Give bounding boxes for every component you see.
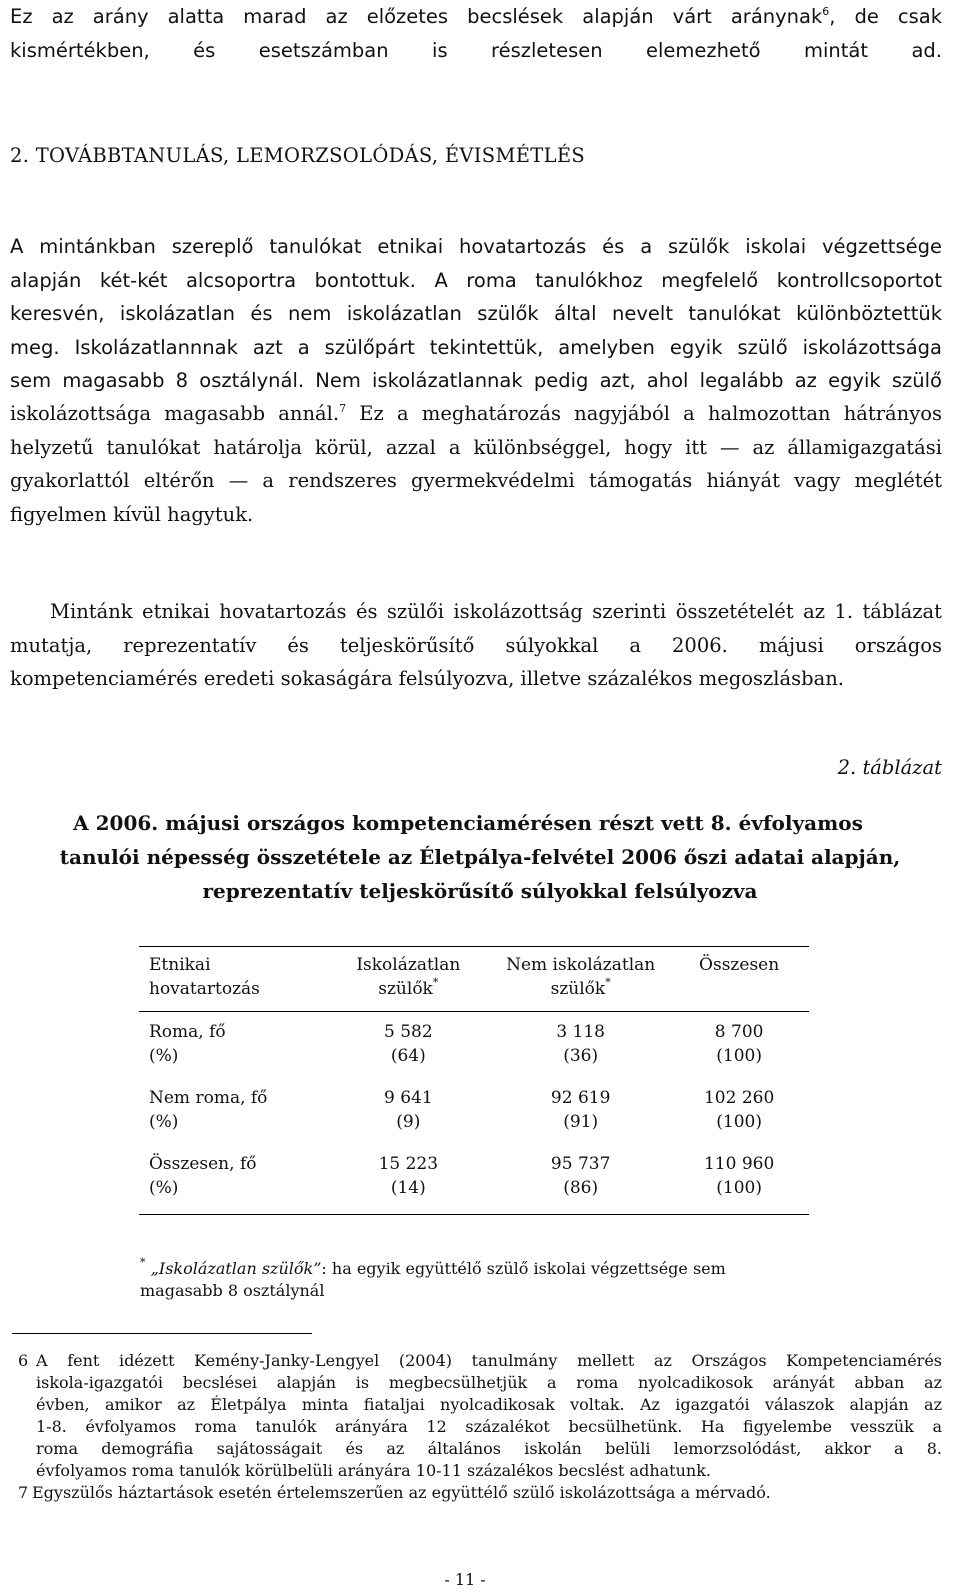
method-line: keresvén, iskolázatlan és nem iskolázatlan szülők által nevelt tanulókat különböztettük xyxy=(10,302,942,325)
method-line xyxy=(10,397,942,431)
method-line: meg. Iskolázatlannnak azt a szülőpárt tekintettük, amelyben egyik szülő iskolázottsága xyxy=(10,335,942,359)
footnote-7 xyxy=(12,1482,942,1504)
intro-line-1 xyxy=(10,0,942,34)
footnote-separator xyxy=(12,1333,312,1334)
header-cell: Nem iskolázatlan szülők* xyxy=(492,947,669,1012)
method-line: helyzetű tanulókat határolja körül, azzal a különbséggel, hogy itt — az államigazgatási xyxy=(10,435,942,459)
section-heading: 2. TOVÁBBTANULÁS, LEMORZSOLÓDÁS, ÉVISMÉTLÉS xyxy=(10,144,586,167)
method-line: gyakorlattól eltérőn — a rendszeres gyermekvédelmi támogatás hiányát vagy meglétét xyxy=(10,469,942,492)
method-line: sem magasabb 8 osztálynál. Nem iskolázatlannak pedig azt, ahol legalább az egyik szülő xyxy=(10,369,942,392)
table-cell: 8 700 (100) xyxy=(714,1022,764,1066)
intro-text-tail: , de csak xyxy=(829,5,942,28)
footnote-line: 1-8. évfolyamos roma tanulók arányára 12 százalékot becsülhetünk. Ha figyelembe vesszük a xyxy=(36,1417,942,1436)
table-header-row xyxy=(139,947,809,1012)
method-paragraph-cont xyxy=(10,397,942,531)
table-ref-line: kompetenciamérés eredeti sokaságára felsúlyozva, illetve százalékos megoszlásban. xyxy=(10,667,844,690)
footnote-line: évfolyamos roma tanulók körülbelüli arányára 10-11 százalékos becslést adhatunk. xyxy=(36,1461,711,1480)
table-ref-paragraph xyxy=(10,595,942,696)
method-paragraph xyxy=(10,230,942,398)
table-title-line: tanulói népesség összetétele az Életpálya-felvétel 2006 őszi adatai alapján, xyxy=(59,845,901,869)
table-cell: 5 582 (64) xyxy=(383,1022,433,1066)
table-cell: 102 260 (100) xyxy=(703,1088,775,1132)
footnote-line: A fent idézett Kemény-Janky-Lengyel (2004) tanulmány mellett az Országos Kompetenciamérés xyxy=(36,1351,942,1370)
header-cell: Iskolázatlan szülők* xyxy=(325,947,493,1012)
intro-paragraph xyxy=(10,0,942,67)
table-row xyxy=(139,1144,809,1215)
table-ref-line: Mintánk etnikai hovatartozás és szülői iskolázottság szerinti összetételét az 1. táblázat xyxy=(50,600,942,623)
footnote-number: 7 xyxy=(18,1483,29,1502)
footnote-line: iskola-igazgatói becslései alapján is megbecsülhetjük a roma nyolcadikosok arányát abban az xyxy=(36,1373,942,1392)
footnote-ref-6[interactable]: 6 xyxy=(822,5,830,18)
table-cell: 9 641 (9) xyxy=(383,1088,433,1132)
footnote-line: Egyszülős háztartások esetén értelemszerűen az együttélő szülő iskolázottsága a mérvadó. xyxy=(32,1483,771,1502)
intro-line-2: kismértékben, és esetszámban is részletesen elemezhető mintát ad. xyxy=(10,38,942,62)
table-ref-line: mutatja, reprezentatív és teljeskörűsítő súlyokkal a 2006. májusi országos xyxy=(10,633,942,657)
table-row xyxy=(139,1078,809,1144)
table-note xyxy=(140,1258,820,1302)
table-cell: 92 619 (91) xyxy=(550,1088,611,1132)
table-title xyxy=(0,806,960,908)
table-title-line: A 2006. májusi országos kompetenciamérésen részt vett 8. évfolyamos xyxy=(73,811,863,835)
intro-text: Ez az arány alatta marad az előzetes becslések alapján várt aránynak xyxy=(10,5,823,28)
note-text: : ha egyik együttélő szülő iskolai végzettsége sem xyxy=(321,1259,726,1278)
method-line: figyelmen kívül hagytuk. xyxy=(10,502,254,526)
method-text-tail: Ez a meghatározás nagyjából a halmozottan hátrányos xyxy=(346,402,942,425)
header-cell: Összesen xyxy=(669,947,809,1012)
data-table xyxy=(139,946,809,1215)
table-cell: 95 737 (86) xyxy=(492,1144,669,1215)
method-line: A mintánkban szereplő tanulókat etnikai hovatartozás és a szülők iskolai végzettsége xyxy=(10,235,942,258)
footnote-number: 6 xyxy=(18,1351,29,1370)
row-label: Roma, fő (%) xyxy=(149,1022,226,1066)
footnote-line: roma demográfia sajátosságait és az általános iskolán belüli lemorzsolódást, akkor a 8. xyxy=(36,1439,942,1458)
footnote-ref-7[interactable]: 7 xyxy=(339,402,347,415)
note-term: „Iskolázatlan szülők” xyxy=(145,1259,322,1278)
method-text: iskolázottsága magasabb annál. xyxy=(10,402,340,425)
table-row xyxy=(139,1012,809,1079)
table-title-line: reprezentatív teljeskörűsítő súlyokkal felsúlyozva xyxy=(202,879,758,903)
method-line: alapján két-két alcsoportra bontottuk. A roma tanulókhoz megfelelő kontrollcsoportot xyxy=(10,268,942,292)
table-note-line xyxy=(140,1258,820,1280)
table-caption: 2. táblázat xyxy=(837,756,942,779)
header-cell: Etnikai hovatartozás xyxy=(139,947,325,1012)
table-cell: 110 960 (100) xyxy=(669,1144,809,1215)
footnote-6 xyxy=(12,1350,942,1482)
table-note-line: magasabb 8 osztálynál xyxy=(140,1281,325,1300)
note-mark: * xyxy=(140,1256,146,1269)
row-label: Nem roma, fő (%) xyxy=(149,1088,268,1132)
page-number: - 11 - xyxy=(444,1570,486,1589)
footnote-line: évben, amikor az Életpálya minta fiataljai nyolcadikosak voltak. Az igazgatói válaszok alapján az xyxy=(36,1395,942,1414)
row-label: Összesen, fő (%) xyxy=(139,1144,325,1215)
table-cell: 15 223 (14) xyxy=(325,1144,493,1215)
table-cell: 3 118 (36) xyxy=(556,1022,605,1066)
